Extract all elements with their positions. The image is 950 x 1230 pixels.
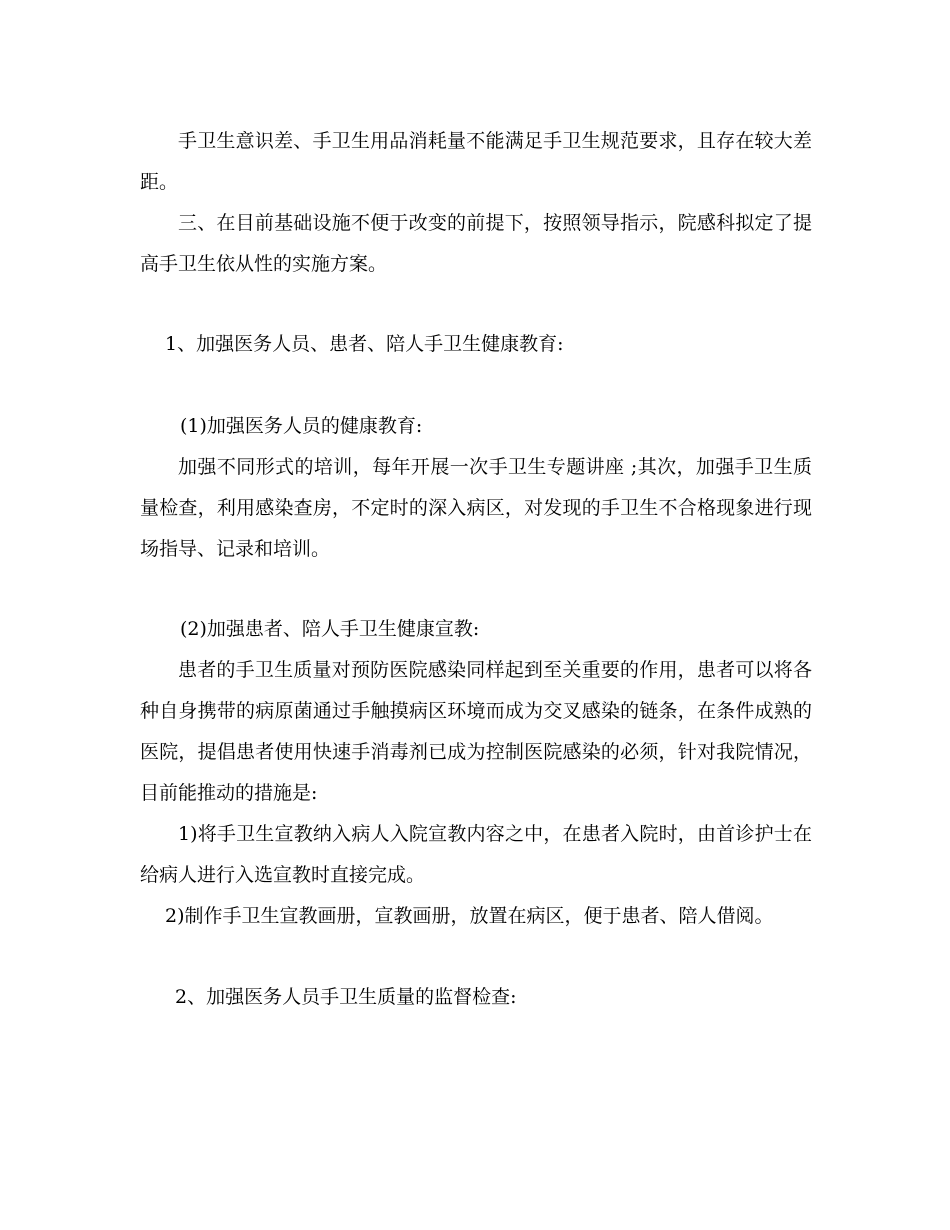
heading-subitem-1-staff-education: (1)加强医务人员的健康教育: xyxy=(180,415,423,437)
heading-item-1-health-education: 1、加强医务人员、患者、陪人手卫生健康教育: xyxy=(165,333,564,355)
paragraph-measure-1: 1)将手卫生宣教纳入病人入院宣教内容之中，在患者入院时，由首诊护士在给病人进行入选宣教时直接完成。 xyxy=(140,823,812,886)
paragraph-measure-2: 2)制作手卫生宣教画册，宣教画册，放置在病区，便于患者、陪人借阅。 xyxy=(165,905,774,927)
paragraph-section-three: 三、在目前基础设施不便于改变的前提下，按照领导指示，院感科拟定了提高手卫生依从性的实施方案。 xyxy=(140,212,812,275)
heading-subitem-2-patient-education: (2)加强患者、陪人手卫生健康宣教: xyxy=(180,618,480,640)
heading-item-2-supervision: 2、加强医务人员手卫生质量的监督检查: xyxy=(175,986,517,1008)
paragraph-patient-hand-hygiene: 患者的手卫生质量对预防医院感染同样起到至关重要的作用，患者可以将各种自身携带的病原菌通过手触摸病区环境而成为交叉感染的链条，在条件成熟的医院，提倡患者使用快速手消毒剂已成为控制医院感染的必须，针对我院情况，目前能推动的措施是: xyxy=(140,659,812,804)
paragraph-hand-hygiene-awareness: 手卫生意识差、手卫生用品消耗量不能满足手卫生规范要求，且存在较大差距。 xyxy=(140,130,812,193)
paragraph-training: 加强不同形式的培训，每年开展一次手卫生专题讲座 ;其次，加强手卫生质量检查，利用感染查房，不定时的深入病区，对发现的手卫生不合格现象进行现场指导、记录和培训。 xyxy=(140,456,812,560)
